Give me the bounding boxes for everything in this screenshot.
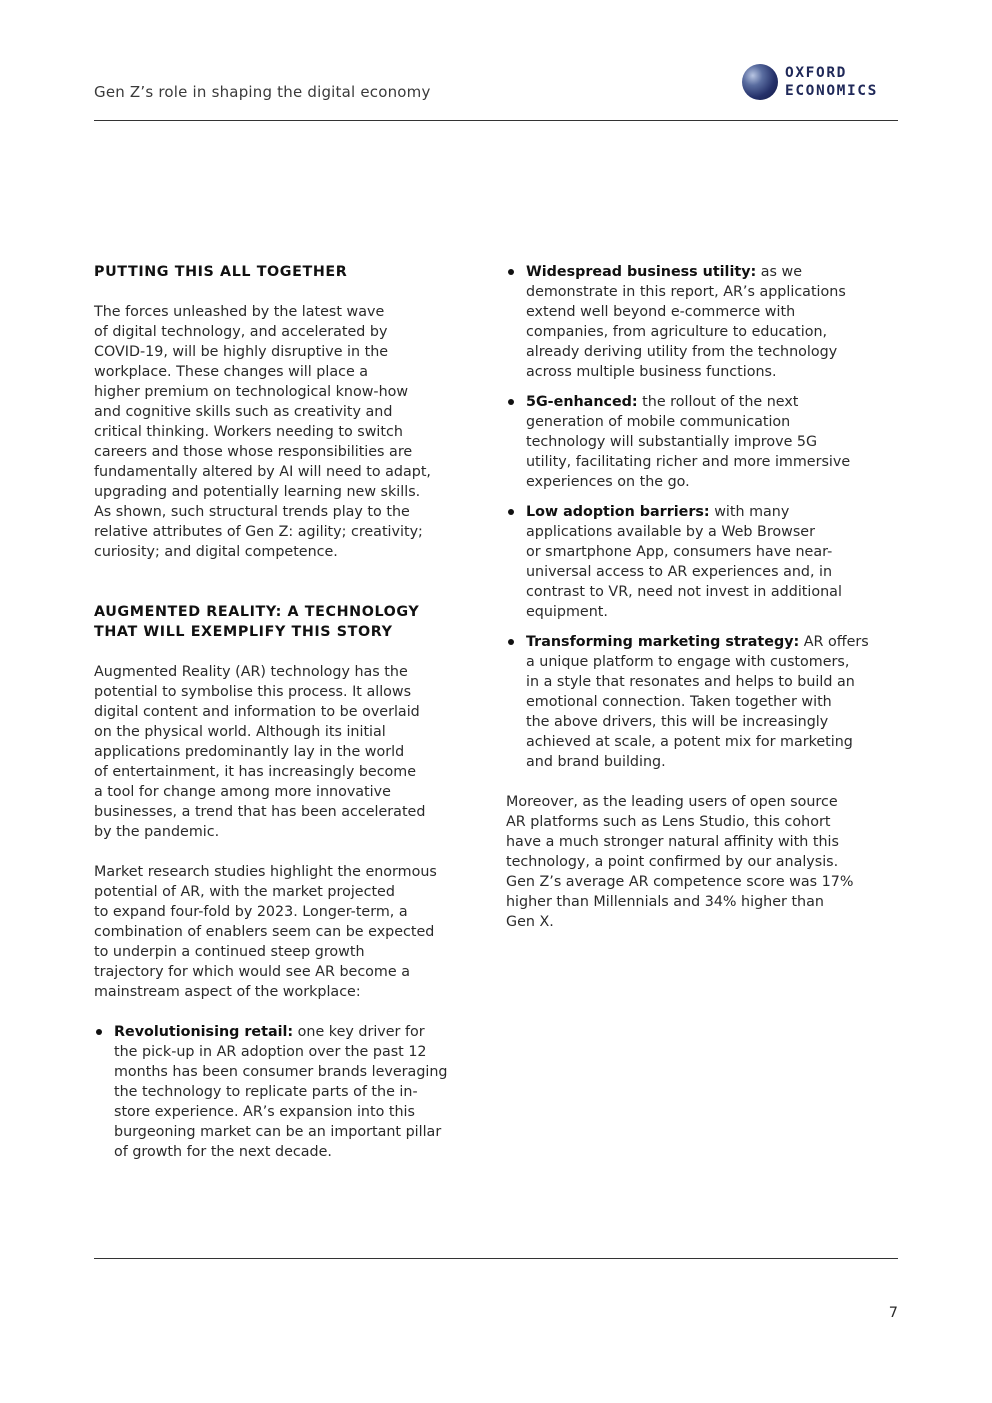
bullet-list-left	[94, 1022, 486, 1162]
logo-wordmark	[785, 64, 878, 100]
page-number: 7	[888, 1305, 898, 1321]
logo-line-1: OXFORD	[785, 65, 847, 81]
bullet-low-adoption-barriers: Low adoption barriers: with many applications available by a Web Browser or smartphone App, consumers have near- universal access to AR experiences and, in contrast to VR, need not invest in additional equipment.	[526, 502, 898, 622]
header-divider	[94, 120, 898, 121]
paragraph-moreover: Moreover, as the leading users of open source AR platforms such as Lens Studio, this cohort have a much stronger natural affinity with this technology, a point confirmed by our analysis. Gen Z’s average AR competence score was 17% higher than Millennials and 34% higher than Gen X.	[506, 794, 854, 930]
footer-divider	[94, 1258, 898, 1259]
oxford-economics-logo	[742, 62, 902, 102]
paragraph-ar-intro: Augmented Reality (AR) technology has the potential to symbolise this process. It allows digital content and information to be overlaid on the physical world. Although its initial applications predominantly lay in the world of entertainment, it has increasingly become a tool for change among more innovative businesses, a trend that has been accelerated by the pandemic.	[94, 664, 426, 840]
section-heading-putting-together: PUTTING THIS ALL TOGETHER	[94, 264, 348, 280]
bullet-business-utility: Widespread business utility: as we demonstrate in this report, AR’s applications extend well beyond e-commerce with companies, from agriculture to education, already deriving utility from the technology across multiple business functions.	[526, 262, 898, 382]
left-column	[94, 262, 486, 1172]
paragraph-forces: The forces unleashed by the latest wave of digital technology, and accelerated by COVID-19, will be highly disruptive in the workplace. These changes will place a higher premium on technological know-how and cognitive skills such as creativity and critical thinking. Workers needing to switch careers and those whose responsibilities are fundamentally altered by AI will need to adapt, upgrading and potentially learning new skills. As shown, such structural trends play to the relative attributes of Gen Z: agility; creativity; curiosity; and digital competence.	[94, 304, 431, 560]
paragraph-market-research: Market research studies highlight the enormous potential of AR, with the market projected to expand four-fold by 2023. Longer-term, a combination of enablers seem can be expected to underpin a continued steep growth trajectory for which would see AR become a mainstream aspect of the workplace:	[94, 864, 437, 1000]
bullet-list-right	[506, 262, 898, 772]
globe-logo-icon	[742, 64, 778, 100]
logo-line-2: ECONOMICS	[785, 83, 878, 99]
bullet-transforming-marketing: Transforming marketing strategy: AR offers a unique platform to engage with customers, in a style that resonates and helps to build an emotional connection. Taken together with the above drivers, this will be increasingly achieved at scale, a potent mix for marketing and brand building.	[526, 632, 898, 772]
document-header-title: Gen Z’s role in shaping the digital economy	[94, 83, 431, 101]
bullet-revolutionising-retail: Revolutionising retail: one key driver for the pick-up in AR adoption over the past 12 months has been consumer brands leveraging the technology to replicate parts of the in- store experience. AR’s expansion into this burgeoning market can be an important pillar of growth for the next decade.	[114, 1022, 486, 1162]
bullet-5g-enhanced: 5G-enhanced: the rollout of the next generation of mobile communication technology will substantially improve 5G utility, facilitating richer and more immersive experiences on the go.	[526, 392, 898, 492]
right-column	[506, 262, 898, 932]
section-heading-augmented-reality: AUGMENTED REALITY: A TECHNOLOGY THAT WILL EXEMPLIFY THIS STORY	[94, 604, 420, 640]
